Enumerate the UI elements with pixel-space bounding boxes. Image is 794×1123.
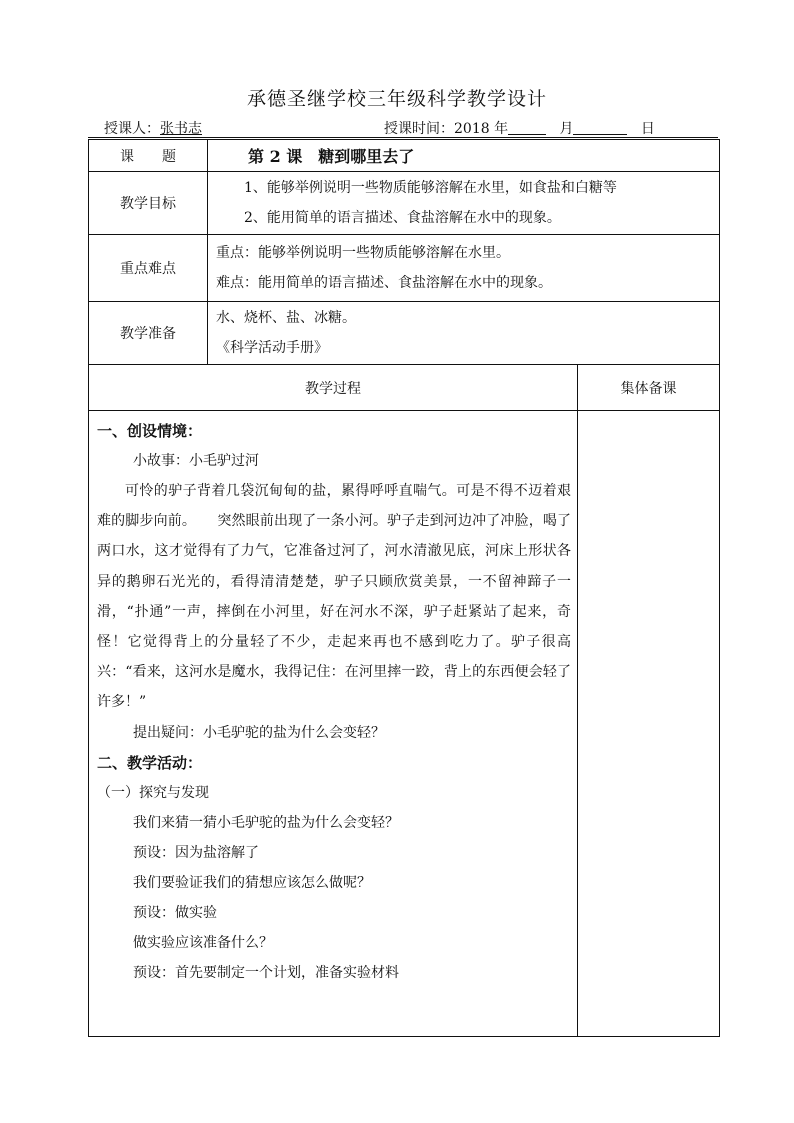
key-point-item: 难点：能用简单的语言描述、食盐溶解在水中的现象。 (216, 275, 552, 291)
teacher-info (104, 118, 202, 138)
goals-content (208, 172, 720, 235)
lesson-plan-table (88, 139, 720, 1037)
activity-line: 预设：做实验 (133, 904, 217, 921)
question-text: 提出疑问：小毛驴驼的盐为什么会变轻？ (133, 724, 385, 741)
goals-label: 教学目标 (89, 172, 208, 235)
activity-line: 预设：首先要制定一个计划，准备实验材料 (133, 964, 399, 981)
month-blank (508, 120, 546, 135)
key-points-label: 重点难点 (89, 235, 208, 302)
time-label: 授课时间：2018 年 (384, 121, 509, 137)
process-header-row (89, 365, 720, 411)
activity-line: 做实验应该准备什么？ (133, 934, 273, 951)
process-header: 教学过程 (89, 365, 578, 411)
subsection-title: （一）探究与发现 (97, 784, 209, 801)
process-content (89, 411, 578, 1037)
activity-line: 我们来猜一猜小毛驴驼的盐为什么会变轻？ (133, 814, 399, 831)
key-points-content (208, 235, 720, 302)
day-blank (573, 120, 627, 135)
activity-line: 我们要验证我们的猜想应该怎么做呢？ (133, 874, 371, 891)
document-title: 承德圣继学校三年级科学教学设计 (246, 88, 547, 110)
teacher-name: 张书志 (160, 121, 202, 137)
topic-value: 第 2 课 糖到哪里去了 (208, 140, 720, 172)
group-prep-header: 集体备课 (578, 365, 720, 411)
preparation-item: 《科学活动手册》 (216, 340, 328, 356)
goal-item: 1、能够举例说明一些物质能够溶解在水里，如食盐和白糖等 (244, 180, 617, 196)
key-point-item: 重点：能够举例说明一些物质能够溶解在水里。 (216, 245, 510, 261)
section-title: 一、创设情境： (97, 422, 203, 440)
story-title: 小故事：小毛驴过河 (133, 453, 259, 469)
preparation-item: 水、烧杯、盐、冰糖。 (216, 310, 356, 326)
lesson-header (88, 118, 718, 138)
topic-label: 课 题 (89, 140, 208, 172)
key-points-row (89, 235, 720, 302)
preparation-content (208, 302, 720, 365)
header-divider (88, 137, 718, 138)
activity-line: 预设：因为盐溶解了 (133, 844, 259, 861)
process-body-row (89, 411, 720, 1037)
goal-item: 2、能用简单的语言描述、食盐溶解在水中的现象。 (244, 210, 561, 226)
goals-row (89, 172, 720, 235)
topic-row (89, 140, 720, 172)
month-label: 月 (559, 121, 574, 137)
story-text: 可怜的驴子背着几袋沉甸甸的盐，累得呼呼直喘气。可是不得不迈着艰难的脚步向前。 突然眼前出现了一条小河。驴子走到河边冲了冲脸，喝了两口水，这才觉得有了力气，它准备过河了，河水清澈见底，河床上形状各异的鹅卵石光光的，看得清清楚楚，驴子只顾欣赏美景，一不留神蹄子一滑，“扑通”一声，摔倒在小河里，好在河水不深，驴子赶紧站了起来，奇怪！它觉得背上的分量轻了不少，走起来再也不感到吃力了。驴子很高兴：“看来，这河水是魔水，我得记住：在河里摔一跤，背上的东西便会轻了许多！” (97, 483, 571, 711)
day-label: 日 (640, 121, 655, 137)
preparation-label: 教学准备 (89, 302, 208, 365)
lesson-time (384, 118, 655, 138)
teacher-label: 授课人： (104, 121, 160, 137)
section-title: 二、教学活动： (97, 753, 203, 772)
group-prep-content (578, 411, 720, 1037)
preparation-row (89, 302, 720, 365)
